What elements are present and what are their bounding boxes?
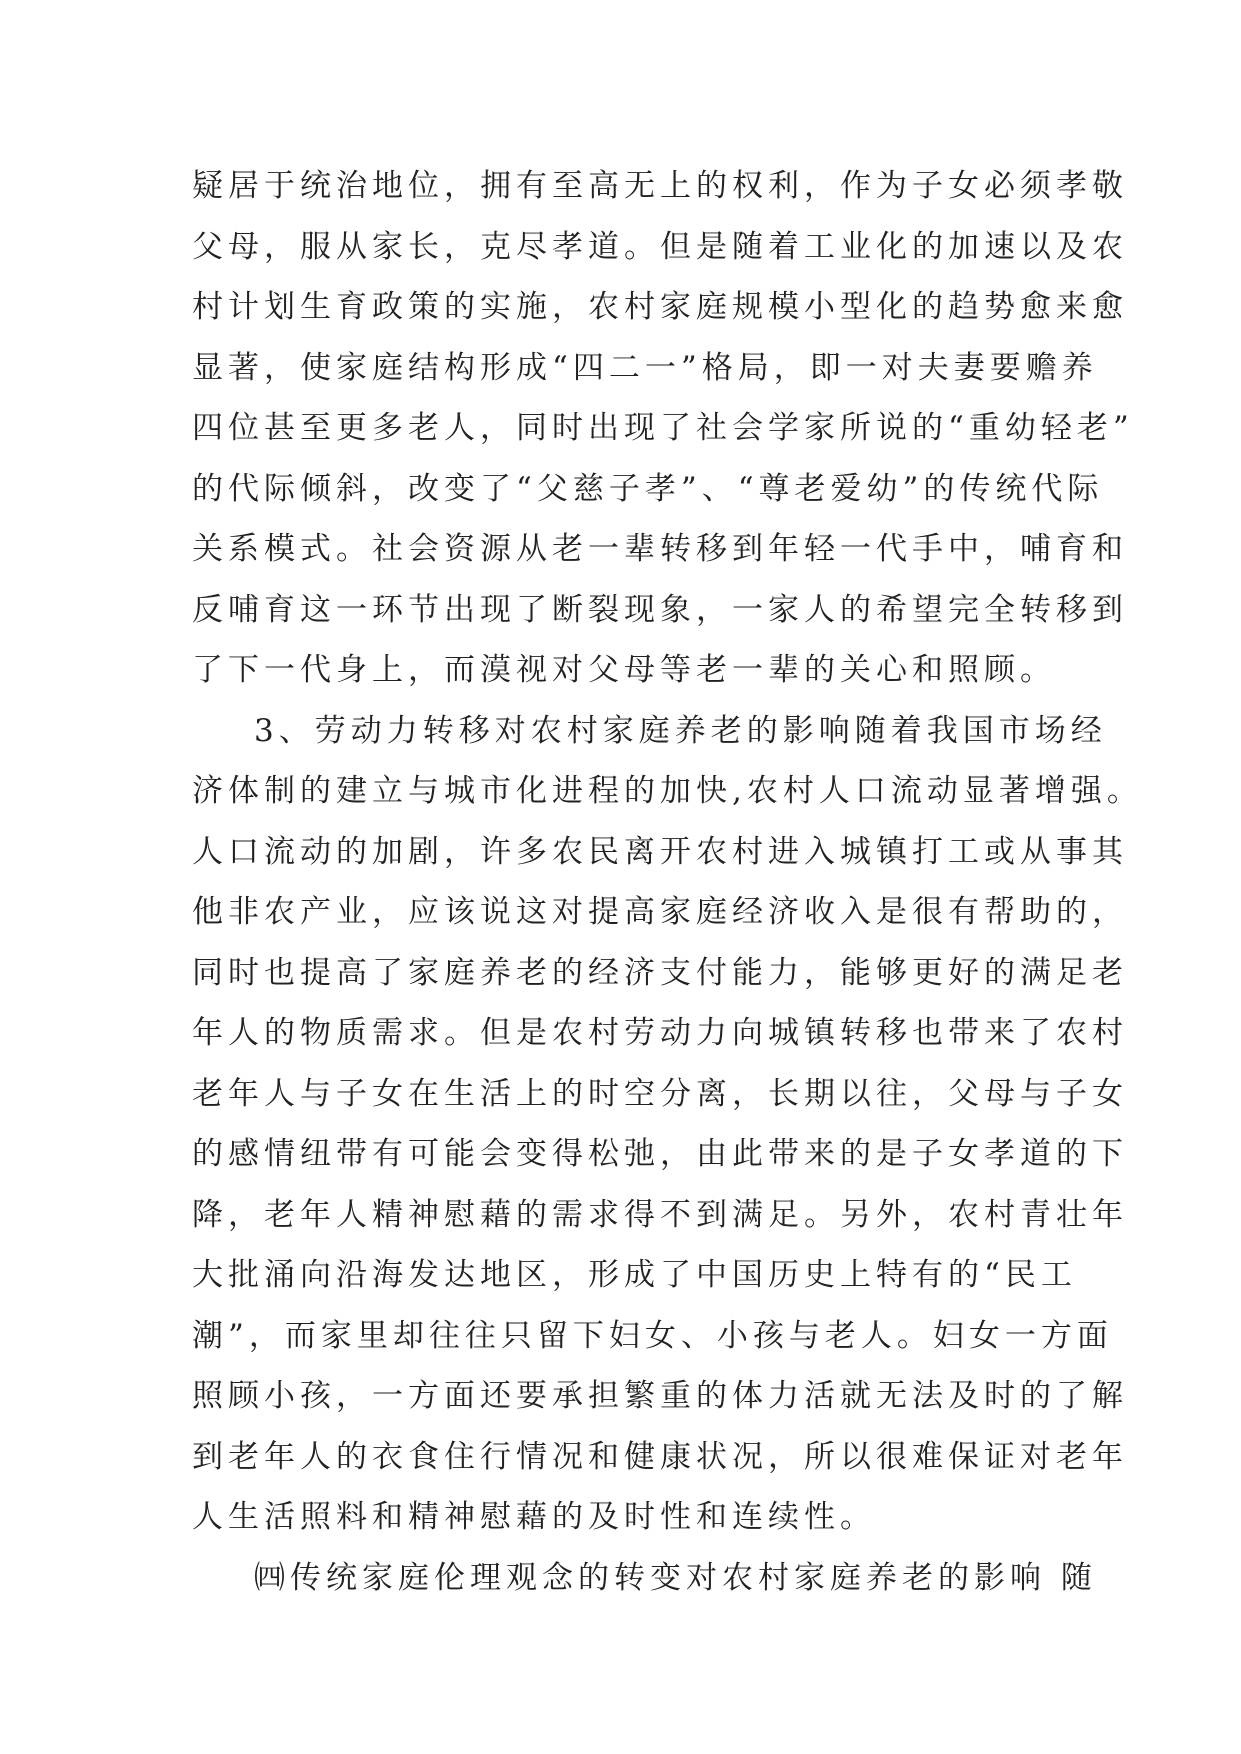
text-line: 疑居于统治地位，拥有至高无上的权利，作为子女必须孝敬	[192, 168, 1128, 204]
text-line: 大批涌向沿海发达地区，形成了中国历史上特有的“民工	[192, 1257, 1077, 1293]
text-line: 年人的物质需求。但是农村劳动力向城镇转移也带来了农村	[192, 1015, 1128, 1051]
text-line: 的代际倾斜，改变了“父慈子孝”、“尊老爱幼”的传统代际	[192, 470, 1104, 507]
text-line: 父母，服从家长，克尽孝道。但是随着工业化的加速以及农	[192, 228, 1128, 265]
text-line: 到老年人的衣食住行情况和健康状况，所以很难保证对老年	[192, 1438, 1128, 1475]
text-line: 照顾小孩，一方面还要承担繁重的体力活就无法及时的了解	[192, 1378, 1128, 1414]
text-line: 关系模式。社会资源从老一辈转移到年轻一代手中，哺育和	[192, 531, 1128, 567]
text-line: 的感情纽带有可能会变得松弛，由此带来的是子女孝道的下	[192, 1136, 1128, 1172]
text-line: 四位甚至更多老人，同时出现了社会学家所说的“重幼轻老”	[192, 410, 1134, 446]
text-line: 村计划生育政策的实施，农村家庭规模小型化的趋势愈来愈	[192, 289, 1128, 325]
body-text	[192, 156, 1143, 1608]
text-line: 反哺育这一环节出现了断裂现象，一家人的希望完全转移到	[192, 591, 1128, 628]
text-line: 人生活照料和精神慰藉的及时性和连续性。	[192, 1499, 876, 1535]
text-line: 他非农产业，应该说这对提高家庭经济收入是很有帮助的，	[192, 894, 1128, 930]
text-line: 降，老年人精神慰藉的需求得不到满足。另外，农村青壮年	[192, 1196, 1128, 1233]
text-line: 济体制的建立与城市化进程的加快,农村人口流动显著增强。	[192, 773, 1143, 809]
text-line: 老年人与子女在生活上的时空分离，长期以往，父母与子女	[192, 1075, 1128, 1112]
section-heading-line: ㈣传统家庭伦理观念的转变对农村家庭养老的影响 随	[254, 1559, 1097, 1596]
text-line: 显著，使家庭结构形成“四二一”格局，即一对夫妻要赡养	[192, 349, 1098, 386]
text-line: 人口流动的加剧，许多农民离开农村进入城镇打工或从事其	[192, 833, 1128, 870]
section-heading-line: 3、劳动力转移对农村家庭养老的影响随着我国市场经	[254, 712, 1107, 749]
text-line: 潮”，而家里却往往只留下妇女、小孩与老人。妇女一方面	[192, 1317, 1113, 1354]
text-line: 同时也提高了家庭养老的经济支付能力，能够更好的满足老	[192, 954, 1128, 991]
text-line: 了下一代身上，而漠视对父母等老一辈的关心和照顾。	[192, 652, 1056, 688]
